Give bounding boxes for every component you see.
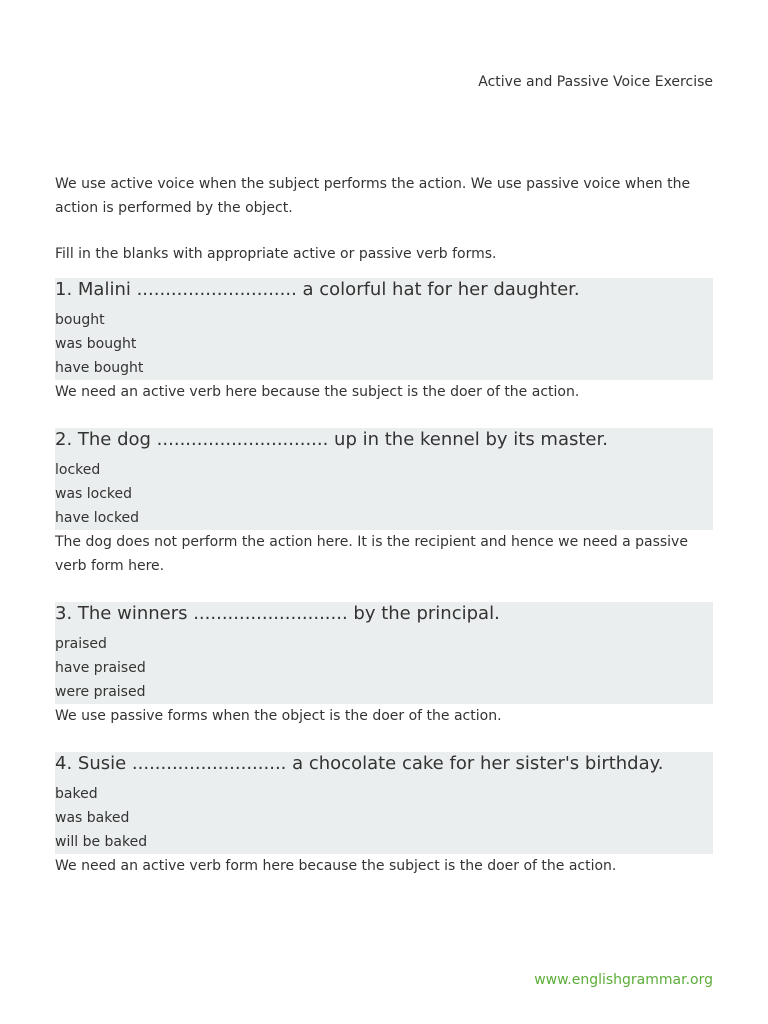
explanation-text: We need an active verb here because the subject is the doer of the action. <box>55 384 580 400</box>
option-item[interactable]: praised <box>55 636 107 652</box>
question-1 <box>55 278 713 404</box>
option-item[interactable]: were praised <box>55 684 146 700</box>
page-title: Active and Passive Voice Exercise <box>478 74 713 90</box>
question-text: 1. Malini ............................ a colorful hat for her daughter. <box>55 279 580 300</box>
question-box <box>55 428 713 530</box>
option-list <box>55 308 713 380</box>
option-item[interactable]: was locked <box>55 486 133 502</box>
question-list <box>55 278 713 878</box>
option-item[interactable]: was baked <box>55 810 130 826</box>
question-2 <box>55 428 713 578</box>
footer-site-link[interactable]: www.englishgrammar.org <box>534 972 713 988</box>
option-item[interactable]: have praised <box>55 660 146 676</box>
question-text: 2. The dog .............................. up in the kennel by its master. <box>55 429 608 450</box>
intro-text: We use active voice when the subject performs the action. We use passive voice when the action is performed by the object. <box>55 176 691 216</box>
option-item[interactable]: locked <box>55 462 101 478</box>
question-box <box>55 278 713 380</box>
option-item[interactable]: will be baked <box>55 834 148 850</box>
question-3 <box>55 602 713 728</box>
question-text: 3. The winners ........................... by the principal. <box>55 603 500 624</box>
explanation-text: We need an active verb form here because the subject is the doer of the action. <box>55 858 617 874</box>
question-4 <box>55 752 713 878</box>
option-item[interactable]: have locked <box>55 510 140 526</box>
option-list <box>55 458 713 530</box>
option-item[interactable]: baked <box>55 786 98 802</box>
question-box <box>55 752 713 854</box>
exercise-content <box>55 172 713 902</box>
option-item[interactable]: bought <box>55 312 105 328</box>
question-text: 4. Susie ........................... a chocolate cake for her sister's birthday. <box>55 753 664 774</box>
instruction-text: Fill in the blanks with appropriate active or passive verb forms. <box>55 246 497 262</box>
option-list <box>55 782 713 854</box>
explanation-text: We use passive forms when the object is the doer of the action. <box>55 708 502 724</box>
option-list <box>55 632 713 704</box>
option-item[interactable]: was bought <box>55 336 137 352</box>
option-item[interactable]: have bought <box>55 360 144 376</box>
explanation-text: The dog does not perform the action here. It is the recipient and hence we need a passive verb form here. <box>55 534 688 574</box>
question-box <box>55 602 713 704</box>
